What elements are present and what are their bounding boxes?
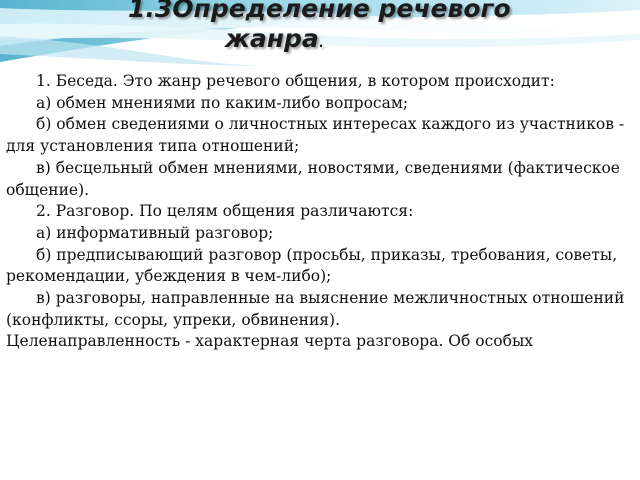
paragraph-5: 2. Разговор. По целям общения различаются: [36, 202, 414, 221]
title-line-1: 1.3Определение речевого [128, 0, 511, 23]
title-dot: . [318, 36, 324, 50]
paragraph-1: 1. Беседа. Это жанр речевого общения, в котором происходит: [36, 72, 555, 90]
title-line-2 [225, 24, 323, 58]
paragraph-3: б) обмен сведениями о личностных интересах каждого из участников - для установления типа отношений; [6, 115, 625, 156]
slide-title [0, 0, 640, 64]
paragraph-8: в) разговоры, направленные на выяснение межличностных отношений (конфликты, ссоры, упреки, обвинения). [6, 289, 625, 329]
title-word: жанра [225, 24, 319, 53]
paragraph-4: в) бесцельный обмен мнениями, новостями, сведениями (фактическое общение). [6, 158, 620, 199]
paragraph-7: б) предписывающий разговор (просьбы, приказы, требования, советы, рекомендации, убеждения в чем-либо); [6, 245, 618, 286]
paragraph-2: а) обмен мнениями по каким-либо вопросам; [36, 93, 409, 112]
paragraph-6: а) информативный разговор; [36, 223, 274, 242]
paragraph-9: Целенаправленность - характерная черта разговора. Об особых [6, 332, 534, 351]
body-text [6, 71, 631, 353]
